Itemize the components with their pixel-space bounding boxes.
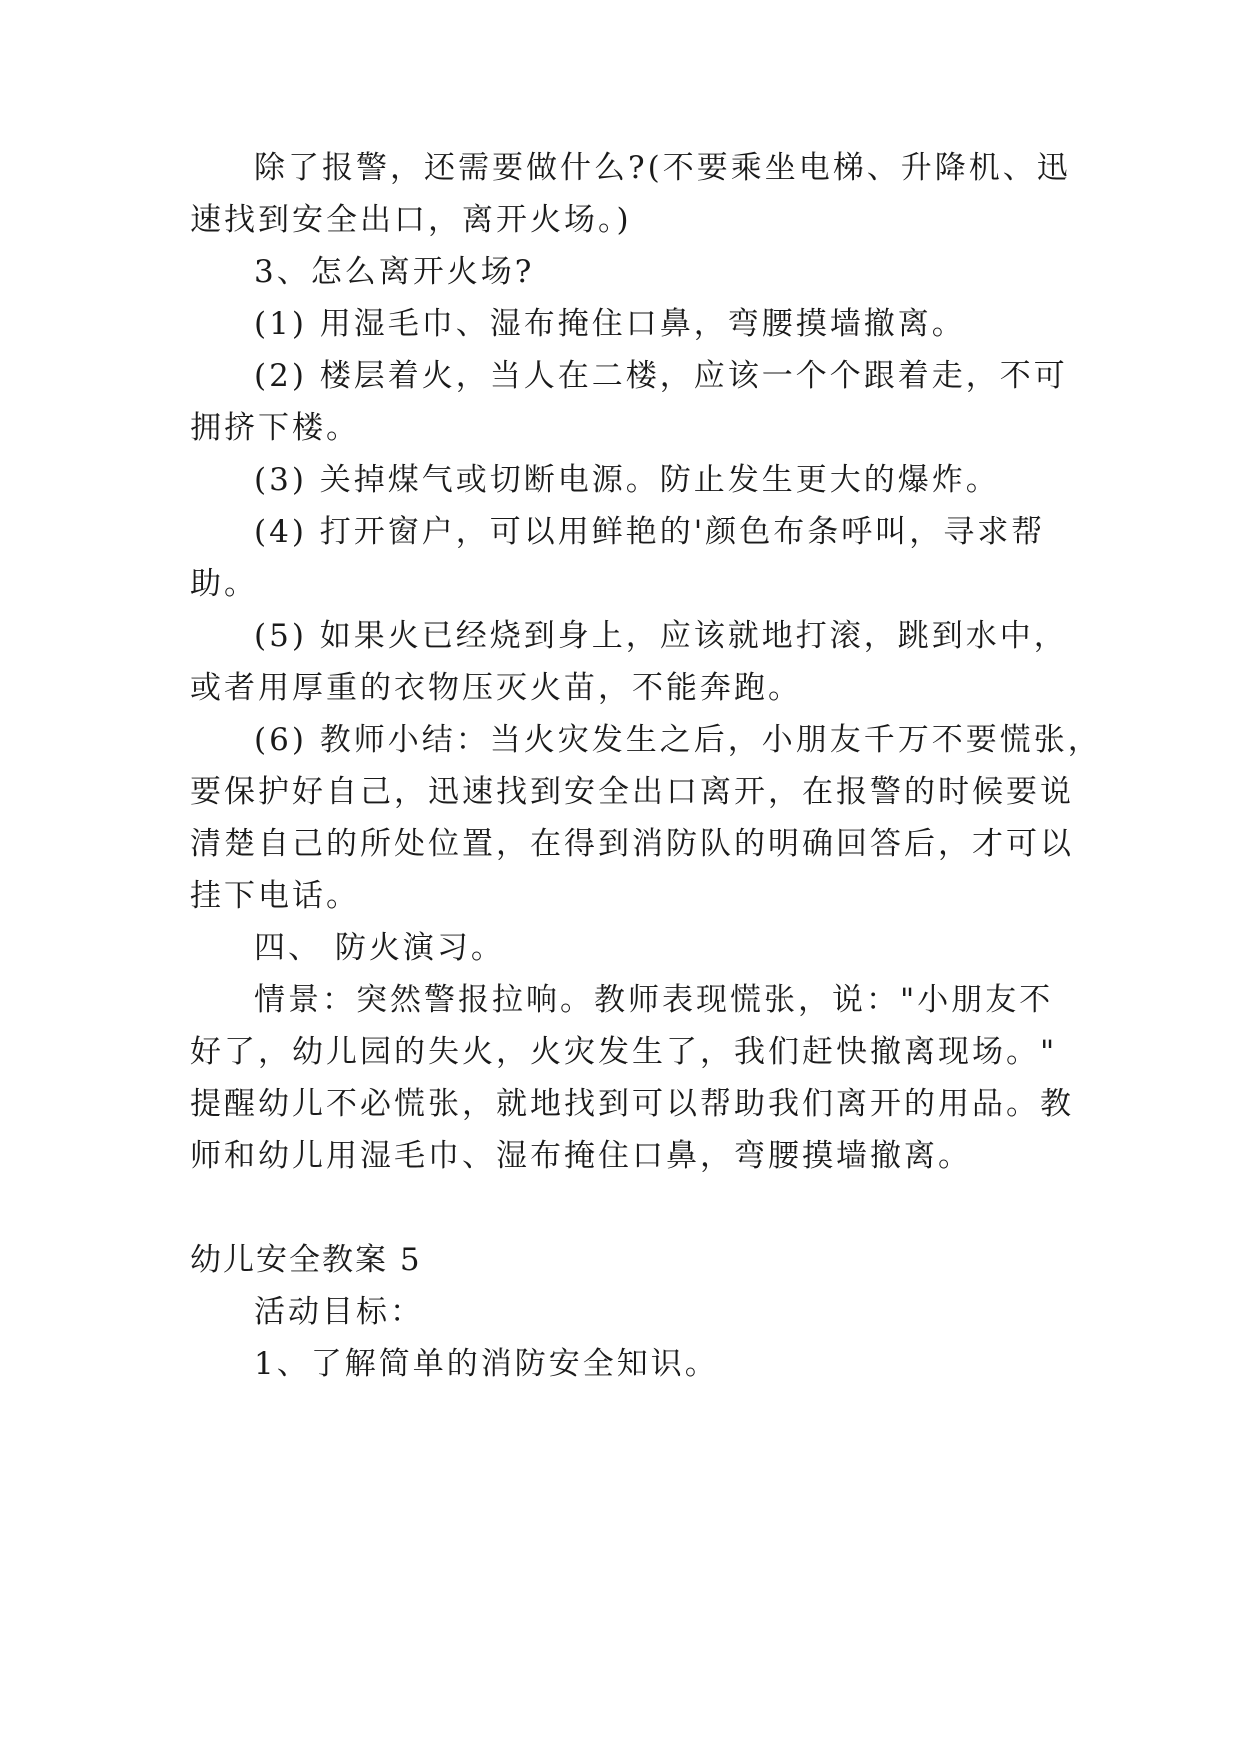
paragraph-line: 清楚自己的所处位置，在得到消防队的明确回答后，才可以: [190, 826, 1074, 862]
paragraph-line: 拥挤下楼。: [190, 410, 360, 446]
document-title: 幼儿安全教案 5: [190, 1242, 422, 1278]
paragraph-line: 师和幼儿用湿毛巾、湿布掩住口鼻，弯腰摸墙撤离。: [190, 1138, 972, 1174]
paragraph-line: (2) 楼层着火，当人在二楼，应该一个个跟着走，不可: [254, 358, 1068, 394]
paragraph-line: 1、了解简单的消防安全知识。: [254, 1346, 719, 1382]
paragraph-line: 助。: [190, 566, 258, 602]
paragraph-line: (6) 教师小结：当火灾发生之后，小朋友千万不要慌张，: [254, 722, 1102, 758]
paragraph-line: (1) 用湿毛巾、湿布掩住口鼻，弯腰摸墙撤离。: [254, 306, 966, 342]
section-heading: 活动目标：: [254, 1294, 424, 1330]
paragraph-line: (4) 打开窗户，可以用鲜艳的'颜色布条呼叫，寻求帮: [254, 514, 1046, 550]
paragraph-line: 挂下电话。: [190, 878, 360, 914]
paragraph-line: (3) 关掉煤气或切断电源。防止发生更大的爆炸。: [254, 462, 1000, 498]
paragraph-line: 除了报警，还需要做什么?(不要乘坐电梯、升降机、迅: [254, 150, 1071, 186]
paragraph-line: 提醒幼儿不必慌张，就地找到可以帮助我们离开的用品。教: [190, 1086, 1074, 1122]
section-heading: 四、 防火演习。: [254, 930, 505, 966]
paragraph-line: (5) 如果火已经烧到身上，应该就地打滚，跳到水中，: [254, 618, 1068, 654]
paragraph-line: 好了，幼儿园的失火，火灾发生了，我们赶快撤离现场。": [190, 1034, 1058, 1070]
paragraph-line: 速找到安全出口，离开火场。): [190, 202, 632, 238]
paragraph-line: 要保护好自己，迅速找到安全出口离开，在报警的时候要说: [190, 774, 1074, 810]
paragraph-line: 或者用厚重的衣物压灭火苗，不能奔跑。: [190, 670, 802, 706]
paragraph-line: 3、怎么离开火场?: [254, 254, 535, 290]
paragraph-line: 情景：突然警报拉响。教师表现慌张，说："小朋友不: [254, 982, 1054, 1018]
